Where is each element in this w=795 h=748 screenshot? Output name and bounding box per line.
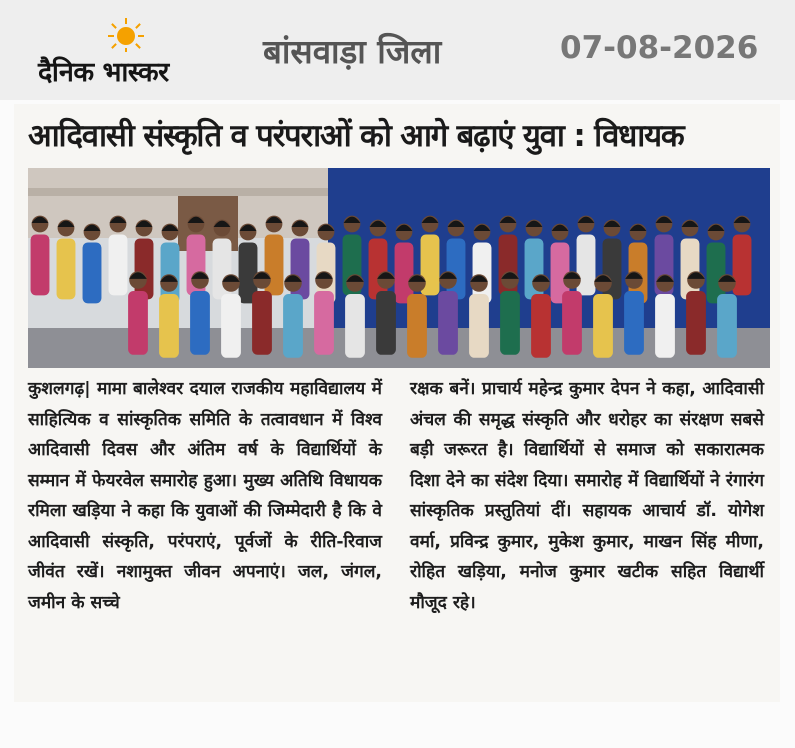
article-column-left bbox=[28, 374, 382, 618]
article-left-body: मामा बालेश्वर दयाल राजकीय महाविद्यालय में साहित्यिक व सांस्कृतिक समिति के तत्वावधान में विश्व आदिवासी दिवस और अंतिम वर्ष के विद्यार्थियों के सम्मान में फेयरवेल समारोह हुआ। मुख्य अतिथि विधायक रमिला खड़िया ने कहा कि युवाओं की जिम्मेदारी है कि वे आदिवासी संस्कृति, परंपराएं, पूर्वजों के रीति-रिवाज जीवंत रखें। नशामुक्त जीवन अपनाएं। जल, जंगल, जमीन के सच्चे bbox=[28, 379, 382, 613]
group-photo bbox=[28, 168, 770, 368]
brand-name: दैनिक भास्कर bbox=[38, 57, 169, 88]
edition-date: 07-08-2026 bbox=[560, 30, 759, 66]
article-headline: आदिवासी संस्कृति व परंपराओं को आगे बढ़ाएं युवा : विधायक bbox=[28, 118, 684, 154]
sun-logo-icon bbox=[108, 18, 144, 52]
brand-logo[interactable] bbox=[38, 18, 216, 86]
article-column-right bbox=[410, 374, 764, 618]
app-header bbox=[0, 0, 795, 100]
article-right-body: रक्षक बनें। प्राचार्य महेन्द्र कुमार देपन ने कहा, आदिवासी अंचल की समृद्ध संस्कृति और धरोहर का संरक्षण सबसे बड़ी जरूरत है। विद्यार्थियों से समाज को सकारात्मक दिशा देने का संदेश दिया। समारोह में विद्यार्थियों ने रंगारंग सांस्कृतिक प्रस्तुतियां दीं। सहायक आचार्य डॉ. योगेश वर्मा, प्रविन्द्र कुमार, मुकेश कुमार, माखन सिंह मीणा, रोहित खड़िया, मनोज कुमार खटीक सहित विद्यार्थी मौजूद रहे। bbox=[410, 379, 764, 613]
group-photo-image bbox=[28, 168, 770, 368]
district-title: बांसवाड़ा जिला bbox=[263, 32, 442, 71]
article-dateline: कुशलगढ़| bbox=[28, 379, 91, 399]
